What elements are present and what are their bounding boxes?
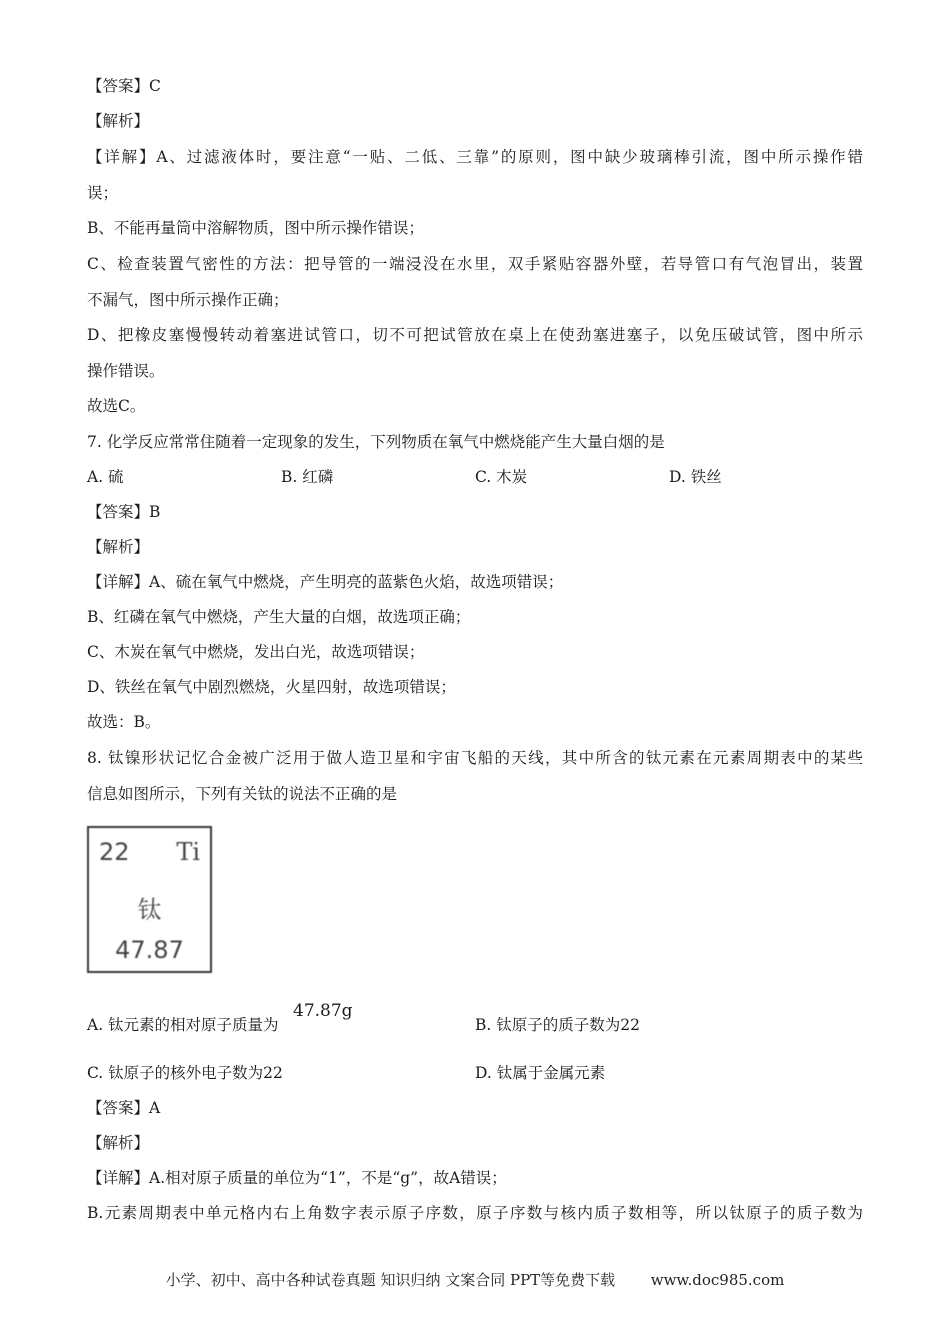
q8-detail-a: 【详解】A.相对原子质量的单位为“1”，不是“g”，故A错误；	[87, 1169, 507, 1187]
q7-option-b: B. 红磷	[281, 468, 334, 486]
q7-option-a: A. 硫	[87, 468, 124, 486]
q6-analysis-label: 【解析】	[87, 112, 150, 130]
atomic-mass: 47.87	[115, 936, 184, 964]
q8-answer: 【答案】A	[87, 1099, 161, 1117]
atomic-number: 22	[99, 838, 130, 866]
q6-detail-a-line1: 【详解】A、过滤液体时，要注意“一贴、二低、三靠”的原则，图中缺少玻璃棒引流，图中所示操作错	[87, 148, 863, 166]
q6-detail-a-line2: 误；	[87, 184, 119, 202]
q8-option-b: B. 钛原子的质子数为22	[475, 1016, 640, 1034]
q8-question-line2: 信息如图所示，下列有关钛的说法不正确的是	[87, 785, 398, 803]
q7-answer: 【答案】B	[87, 503, 161, 521]
q8-question-line1: 8. 钛镍形状记忆合金被广泛用于做人造卫星和宇宙飞船的天线，其中所含的钛元素在元素周期表中的某些	[87, 749, 863, 767]
periodic-table-cell	[87, 826, 212, 973]
q6-detail-c-line2: 不漏气，图中所示操作正确；	[87, 291, 289, 309]
q6-detail-b: B、不能再量筒中溶解物质，图中所示操作错误；	[87, 219, 424, 237]
q6-conclusion: 故选C。	[87, 397, 146, 415]
footer-url[interactable]: www.doc985.com	[650, 1271, 785, 1289]
q6-detail-d-line1: D、把橡皮塞慢慢转动着塞进试管口，切不可把试管放在桌上在使劲塞进塞子，以免压破试管，图中所示	[87, 326, 863, 344]
q8-detail-b: B.元素周期表中单元格内右上角数字表示原子序数，原子序数与核内质子数相等，所以钛原子的质子数为	[87, 1204, 863, 1222]
q8-option-c: C. 钛原子的核外电子数为22	[87, 1064, 283, 1082]
footer-text: 小学、初中、高中各种试卷真题 知识归纳 文案合同 PPT等免费下载	[165, 1271, 616, 1289]
q7-detail-b: B、红磷在氧气中燃烧，产生大量的白烟，故选项正确；	[87, 608, 471, 626]
q8-analysis-label: 【解析】	[87, 1134, 150, 1152]
q8-option-d: D. 钛属于金属元素	[475, 1064, 606, 1082]
page-footer	[0, 1269, 950, 1291]
q6-detail-c-line1: C、检查装置气密性的方法：把导管的一端浸没在水里，双手紧贴容器外壁，若导管口有气泡冒出，装置	[87, 255, 863, 273]
q7-detail-a: 【详解】A、硫在氧气中燃烧，产生明亮的蓝紫色火焰，故选项错误；	[87, 573, 564, 591]
q7-detail-c: C、木炭在氧气中燃烧，发出白光，故选项错误；	[87, 643, 425, 661]
q6-detail-d-line2: 操作错误。	[87, 362, 165, 380]
element-name: 钛	[137, 896, 162, 924]
q8-option-a: A. 钛元素的相对原子质量为	[87, 1016, 279, 1034]
q8-option-a-value: 47.87g	[293, 1001, 353, 1021]
q7-conclusion: 故选：B。	[87, 713, 161, 731]
q7-question: 7. 化学反应常常住随着一定现象的发生，下列物质在氧气中燃烧能产生大量白烟的是	[87, 433, 665, 451]
element-symbol: Ti	[176, 838, 200, 866]
q7-analysis-label: 【解析】	[87, 538, 150, 556]
q7-option-d: D. 铁丝	[669, 468, 722, 486]
q7-option-c: C. 木炭	[475, 468, 528, 486]
q6-answer: 【答案】C	[87, 77, 161, 95]
q7-detail-d: D、铁丝在氧气中剧烈燃烧，火星四射，故选项错误；	[87, 678, 456, 696]
